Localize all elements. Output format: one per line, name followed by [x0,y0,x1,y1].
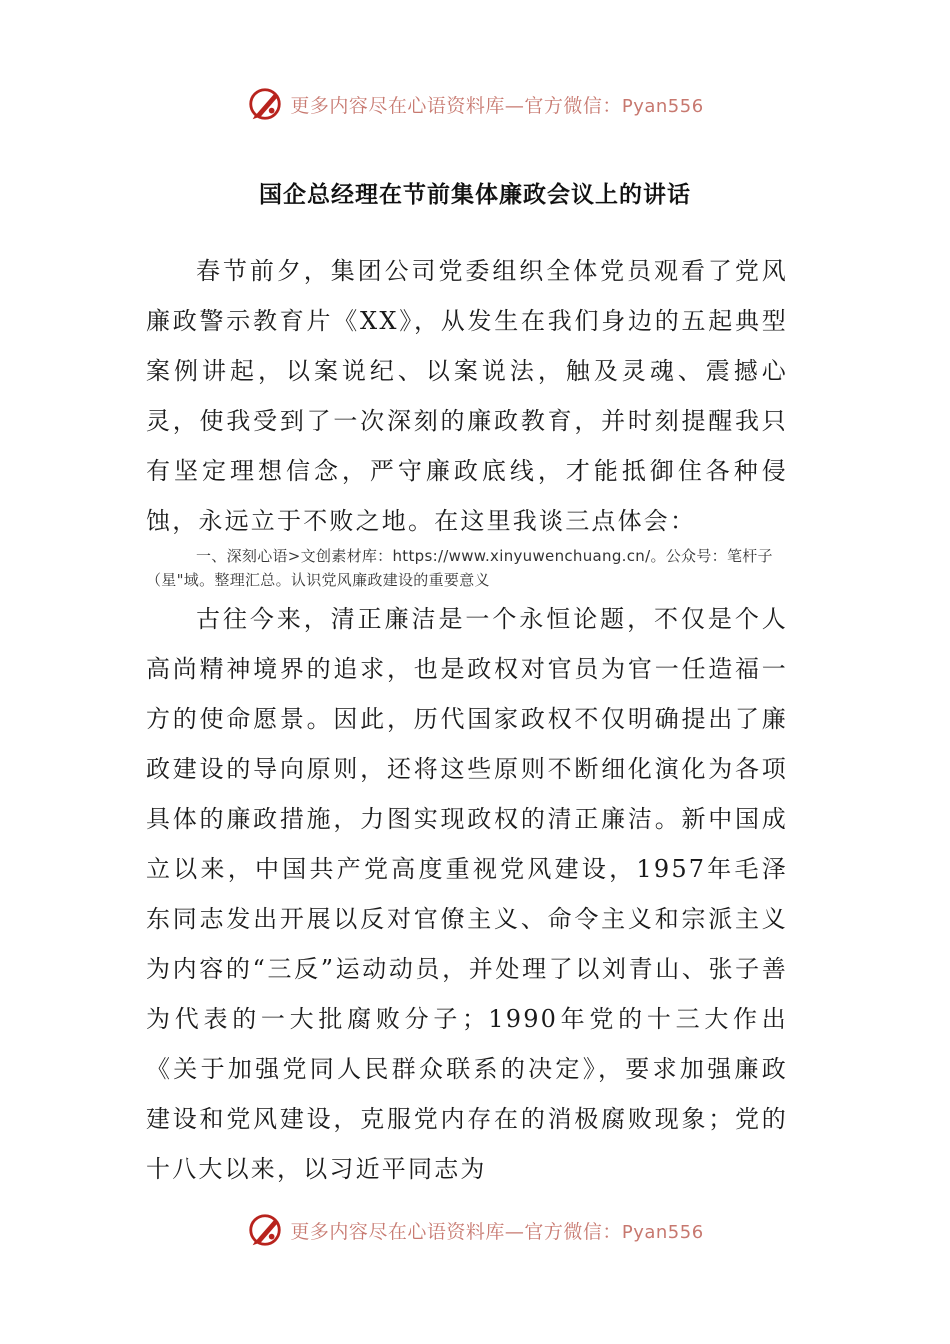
banner-text [290,91,703,118]
heading-prefix: 一、深刻心语>文创素材库： [196,547,393,565]
banner-text [290,1217,703,1244]
section-heading-1 [146,544,796,592]
paragraph-intro: 春节前夕，集团公司党委组织全体党员观看了党风廉政警示教育片《XX》，从发生在我们身边的五起典型案例讲起，以案说纪、以案说法，触及灵魂、震撼心灵，使我受到了一次深刻的廉政教育，并时刻提醒我只有坚定理想信念，严守廉政底线，才能抵御住各种侵蚀，永远立于不败之地。在这里我谈三点体会： [146,257,788,535]
footer-watermark-banner [0,1208,950,1252]
heading-suffix: 。公众号：笔杆子（星"域。整理汇总。认识党风廉政建设的重要意义 [146,547,773,589]
paragraph-history: 古往今来，清正廉洁是一个永恒论题，不仅是个人高尚精神境界的追求，也是政权对官员为官一任造福一方的使命愿景。因此，历代国家政权不仅明确提出了廉政建设的导向原则，还将这些原则不断细化演化为各项具体的廉政措施，力图实现政权的清正廉洁。新中国成立以来，中国共产党高度重视党风建设，1957年毛泽东同志发出开展以反对官僚主义、命令主义和宗派主义为内容的“三反”运动动员，并处理了以刘青山、张子善为代表的一大批腐败分子；1990年党的十三大作出《关于加强党同人民群众联系的决定》，要求加强廉政建设和党风建设，克服党内存在的消极腐败现象；党的十八大以来，以习近平同志为 [146,605,788,1183]
banner-label: 更多内容尽在心语资料库—官方微信： [290,1220,622,1243]
banner-label: 更多内容尽在心语资料库—官方微信： [290,94,622,117]
wechat-handle: Pyan556 [621,1221,704,1243]
pen-logo-icon [246,85,284,123]
pen-logo-icon [246,1211,284,1249]
document-title: 国企总经理在节前集体廉政会议上的讲话 [259,182,691,208]
wechat-handle: Pyan556 [621,95,704,117]
header-watermark-banner [0,82,950,126]
heading-url: https://www.xinyuwenchuang.cn/ [392,547,651,565]
